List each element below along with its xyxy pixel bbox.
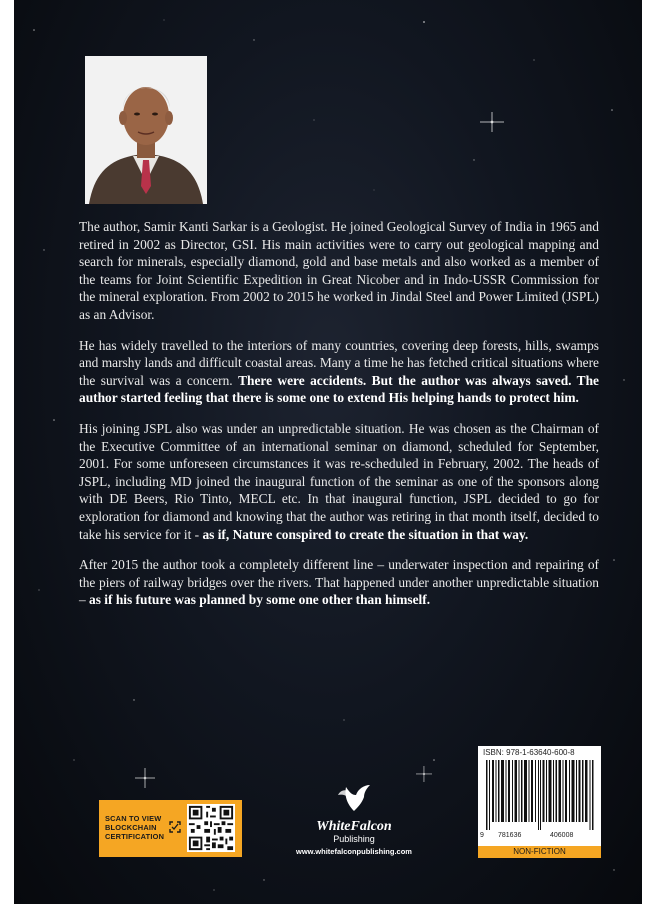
blockchain-certification-badge — [99, 800, 242, 857]
bio-emphasis: as if, Nature conspired to create the situation in that way. — [202, 526, 529, 542]
falcon-icon — [334, 783, 374, 813]
back-cover — [14, 0, 642, 904]
bio-paragraph-1: The author, Samir Kanti Sarkar is a Geologist. He joined Geological Survey of India in 1965 and retired in 2002 as Director, GSI. His main activities were to carry out geological mapping and search for minerals, especially diamond, gold and base metals and also worked as a member of the teams for Joint Scientific Expedition in Great Nicober and in Indo-USSR Commission for the mineral exploration. From 2002 to 2015 he worked in Jindal Steel and Power Limited (JSPL) as an Advisor. — [79, 219, 599, 322]
bio-paragraph-4: After 2015 the author took a completely different line – underwater inspection and repairing of the piers of railway bridges over the rivers. That happened under another unpredictable situation – as if his future was planned by some one other than himself. — [79, 557, 599, 608]
bio-emphasis: There were accidents. But the author was always saved. The author started feeling that there is some one to extend His helping hands to protect him. — [79, 372, 599, 406]
bio-paragraph-3: His joining JSPL also was under an unpredictable situation. He was chosen as the Chairman of the Executive Committee of an international seminar on diamond, scheduled for September, 2001. For some unforeseen circumstances it was re-scheduled in February, 2002. The heads of JSPL, including MD joined the inaugural function of the seminar as one of the sponsors along with DE Beers, Rio Tinto, MECL etc. In that inaugural function, JSPL decided to go for exploration for diamond and knowing that the author was retiring in that month itself, decided to take his service for it - as if, Nature conspired to create the situation in that way. — [79, 420, 599, 542]
blockchain-label: SCAN TO VIEW BLOCKCHAIN CERTIFICATION — [105, 814, 165, 841]
publisher-name: WhiteFalcon — [316, 819, 392, 834]
isbn-label: ISBN: 978-1-63640-600-8 — [483, 748, 575, 757]
author-photo — [85, 56, 207, 204]
barcode-digits-left: 781636 — [498, 832, 522, 839]
publisher-logo — [299, 783, 409, 844]
scan-frame-icon — [169, 821, 181, 833]
publisher-subtitle: Publishing — [333, 834, 375, 844]
barcode-box — [478, 746, 601, 846]
author-bio — [79, 218, 599, 622]
bio-emphasis: as if his future was planned by some one other than himself. — [89, 592, 431, 608]
publisher-website[interactable]: www.whitefalconpublishing.com — [296, 847, 412, 856]
barcode — [486, 760, 594, 830]
barcode-digit-prefix: 9 — [480, 832, 484, 839]
qr-code[interactable] — [187, 804, 235, 852]
genre-label: NON-FICTION — [478, 846, 601, 858]
bio-paragraph-2: He has widely travelled to the interiors of many countries, covering deep forests, hills, swamps and marshy lands and difficult coastal areas. Many a time he has fetched critical situations where the survival was a concern. There were accidents. But the author was always saved. The author started feeling that there is some one to extend His helping hands to protect him. — [79, 337, 599, 406]
barcode-digits-right: 406008 — [550, 832, 574, 839]
